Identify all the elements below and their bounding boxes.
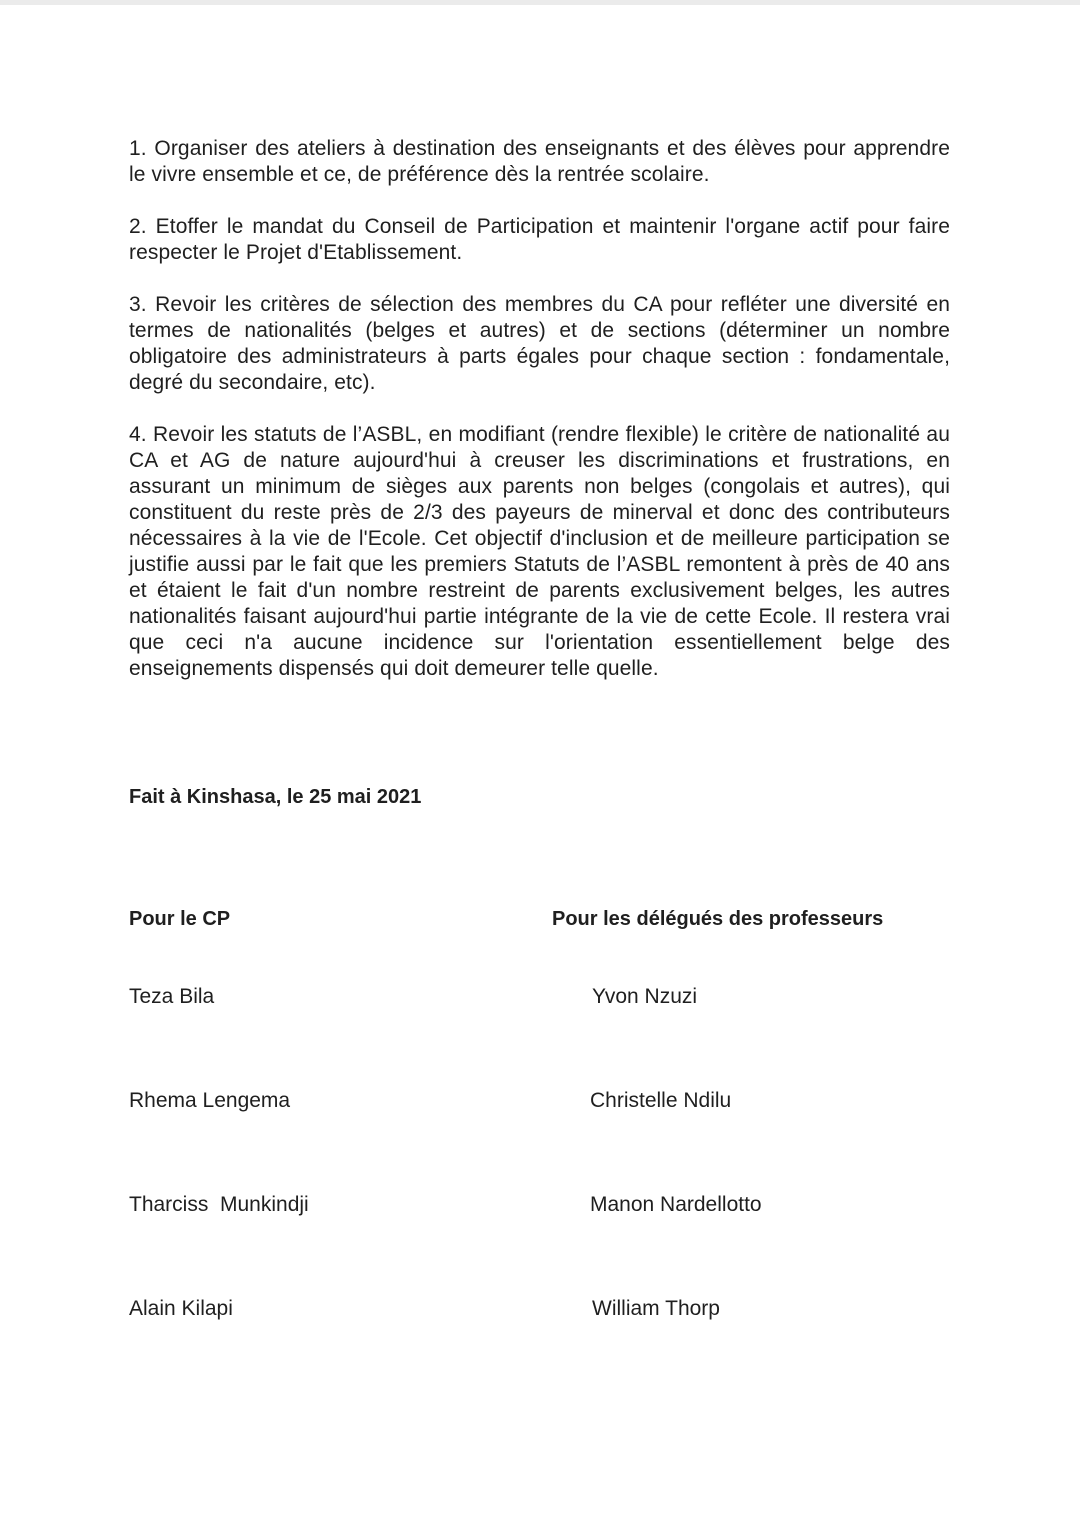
teacher-delegate-name: Christelle Ndilu bbox=[590, 1089, 732, 1112]
recommendation-4: 4. Revoir les statuts de l’ASBL, en modifiant (rendre flexible) le critère de nationalité au CA et AG de nature aujourd'hui à creuser les discriminations et frustrations, en assurant un minimum de sièges aux parents non belges (congolais et autres), qui constituent du reste près de 2/3 des payeurs de minerval et donc des contributeurs nécessaires à la vie de l'Ecole. Cet objectif d'inclusion et de meilleure participation se justifie aussi par le fait que les premiers Statuts de l’ASBL remontent à près de 40 ans et étaient le fait d'un nombre restreint de parents exclusivement belges, les autres nationalités faisant aujourd'hui partie intégrante de la vie de cette Ecole. Il restera vrai que ceci n'a aucune incidence sur l'orientation essentiellement belge des enseignements dispensés qui doit demeurer telle quelle. bbox=[129, 423, 950, 680]
cp-signatory-name: Teza Bila bbox=[129, 985, 215, 1008]
cp-signatories-heading: Pour le CP bbox=[129, 908, 231, 930]
cp-signatory-name: Tharciss Munkindji bbox=[129, 1193, 309, 1216]
cp-signatory-name: Alain Kilapi bbox=[129, 1297, 233, 1320]
recommendations-section bbox=[129, 136, 950, 708]
place-and-date: Fait à Kinshasa, le 25 mai 2021 bbox=[129, 786, 422, 808]
teacher-delegates-heading: Pour les délégués des professeurs bbox=[552, 908, 884, 930]
recommendation-3: 3. Revoir les critères de sélection des membres du CA pour refléter une diversité en termes de nationalités (belges et autres) et de sections (déterminer un nombre obligatoire des administrateurs à parts égales pour chaque section : fondamentale, degré du secondaire, etc). bbox=[129, 293, 950, 394]
teacher-delegate-name: Yvon Nzuzi bbox=[592, 985, 698, 1008]
teacher-delegate-name: William Thorp bbox=[592, 1297, 720, 1320]
page-top-edge bbox=[0, 0, 1080, 5]
recommendation-2: 2. Etoffer le mandat du Conseil de Participation et maintenir l'organe actif pour faire respecter le Projet d'Etablissement. bbox=[129, 215, 950, 264]
recommendation-1: 1. Organiser des ateliers à destination des enseignants et des élèves pour apprendre le vivre ensemble et ce, de préférence dès la rentrée scolaire. bbox=[129, 137, 950, 186]
cp-signatory-name: Rhema Lengema bbox=[129, 1089, 291, 1112]
teacher-delegate-name: Manon Nardellotto bbox=[590, 1193, 762, 1216]
